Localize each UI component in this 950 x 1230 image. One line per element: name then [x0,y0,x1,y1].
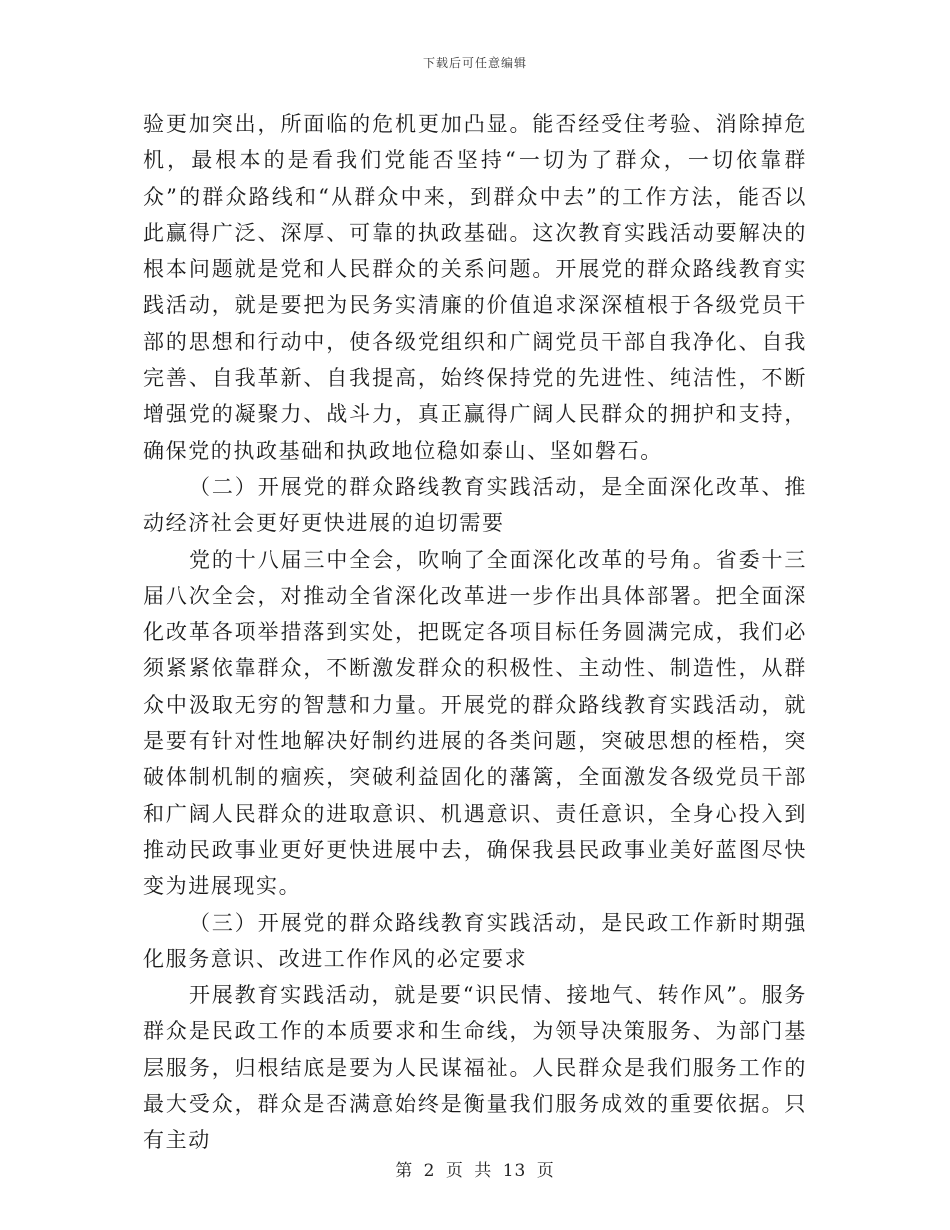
paragraph-reform: 党的十八届三中全会，吹响了全面深化改革的号角。省委十三届八次全会，对推动全省深化改革进一步作出具体部署。把全面深化改革各项举措落到实处，把既定各项目标任务圆满完成，我们必须紧紧依靠群众，不断激发群众的积极性、主动性、制造性，从群众中汲取无穷的智慧和力量。开展党的群众路线教育实践活动，就是要有针对性地解决好制约进展的各类问题，突破思想的桎梏，突破体制机制的痼疾，突破利益固化的藩篱，全面激发各级党员干部和广阔人民群众的进取意识、机遇意识、责任意识，全身心投入到推动民政事业更好更快进展中去，确保我县民政事业美好蓝图尽快变为进展现实。 [143,547,807,899]
paragraph-continuation: 验更加突出，所面临的危机更加凸显。能否经受住考验、消除掉危机，最根本的是看我们党能否坚持“一切为了群众，一切依靠群众”的群众路线和“从群众中来，到群众中去”的工作方法，能否以此赢得广泛、深厚、可靠的执政基础。这次教育实践活动要解决的根本问题就是党和人民群众的关系问题。开展党的群众路线教育实践活动，就是要把为民务实清廉的价值追求深深植根于各级党员干部的思想和行动中，使各级党组织和广阔党员干部自我净化、自我完善、自我革新、自我提高，始终保持党的先进性、纯洁性，不断增强党的凝聚力、战斗力，真正赢得广阔人民群众的拥护和支持，确保党的执政基础和执政地位稳如泰山、坚如磐石。 [143,112,807,463]
section-heading-3: （三）开展党的群众路线教育实践活动，是民政工作新时期强化服务意识、改进工作作风的必定要求 [143,910,807,971]
paragraph-service: 开展教育实践活动，就是要“识民情、接地气、转作风”。服务群众是民政工作的本质要求和生命线，为领导决策服务、为部门基层服务，归根结底是要为人民谋福祉。人民群众是我们服务工作的最大受众，群众是否满意始终是衡量我们服务成效的重要依据。只有主动 [143,983,807,1153]
page-header-note: 下载后可任意编辑 [422,56,527,70]
document-body [143,106,807,1159]
page-number: 第 2 页 共 13 页 [395,1161,555,1181]
section-heading-2: （二）开展党的群众路线教育实践活动，是全面深化改革、推动经济社会更好更快进展的迫切需要 [143,474,807,536]
